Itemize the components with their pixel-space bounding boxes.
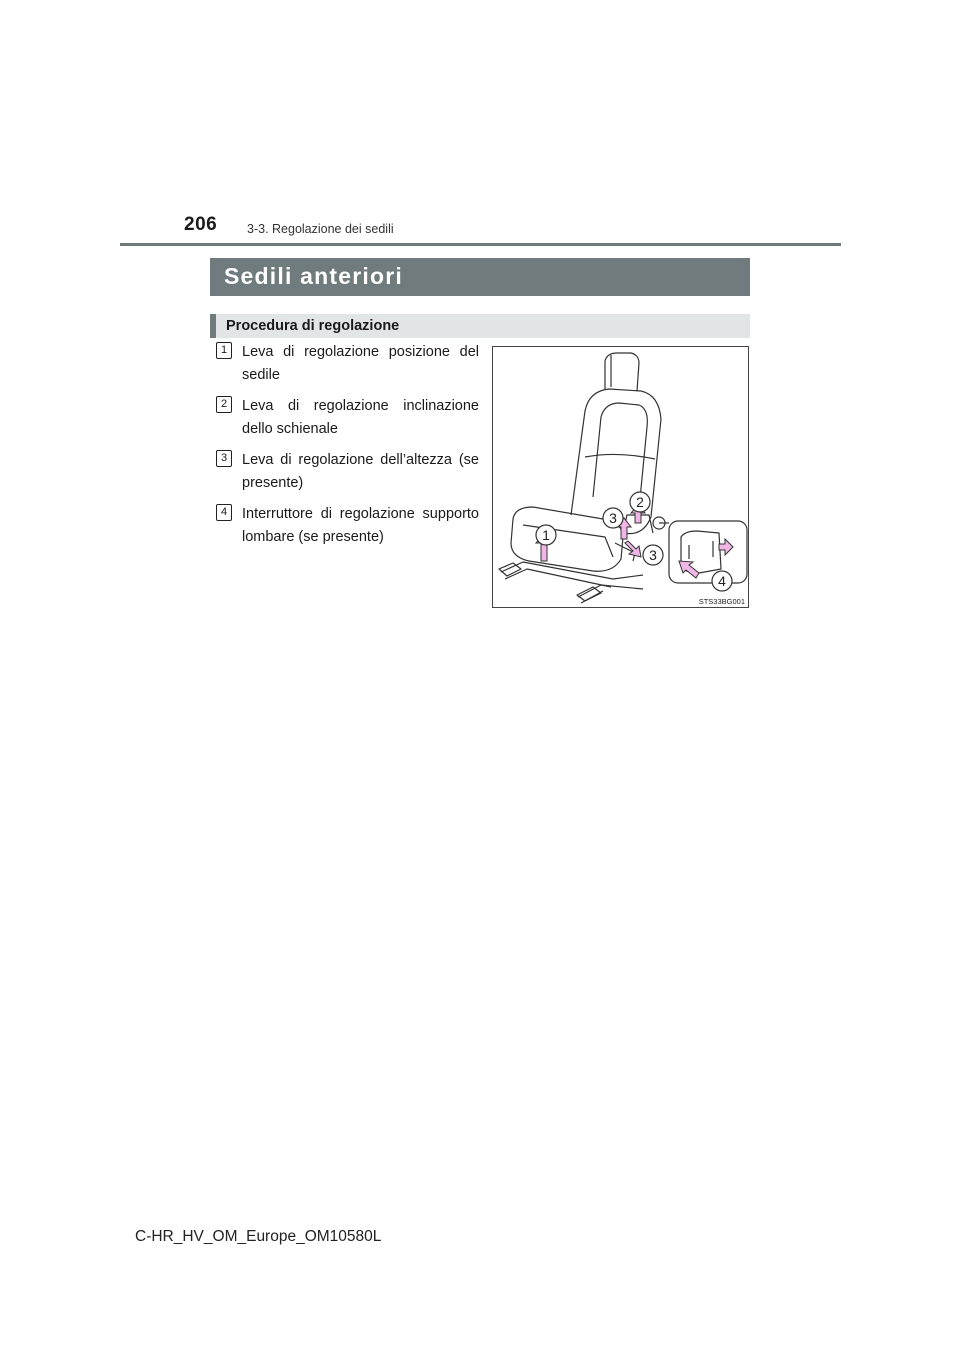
callout-3-upper <box>603 508 623 528</box>
item-text: Leva di regolazione posizione del sedile <box>242 344 479 383</box>
list-item <box>216 395 479 441</box>
callout-1 <box>536 525 556 545</box>
callout-2 <box>630 492 650 512</box>
title-band <box>210 258 750 296</box>
item-number-badge: 1 <box>216 342 232 359</box>
item-number-badge: 2 <box>216 396 232 413</box>
seat-figure <box>492 346 749 608</box>
item-text: Interruttore di regolazione supporto lombare (se presente) <box>242 506 479 545</box>
footer-document-id: C-HR_HV_OM_Europe_OM10580L <box>135 1228 382 1245</box>
subtitle-band <box>210 314 750 338</box>
header-rule <box>120 243 841 246</box>
page-title: Sedili anteriori <box>224 263 403 289</box>
figure-code: STS33BG001 <box>698 597 745 606</box>
item-text: Leva di regolazione inclinazione dello schienale <box>242 398 479 437</box>
list-item <box>216 503 479 549</box>
item-list <box>216 341 479 557</box>
item-number-badge: 4 <box>216 504 232 521</box>
svg-text:4: 4 <box>718 573 726 589</box>
item-text: Leva di regolazione dell’altezza (se presente) <box>242 452 479 491</box>
svg-text:3: 3 <box>649 547 657 563</box>
svg-text:2: 2 <box>636 494 644 510</box>
callout-4 <box>712 571 732 591</box>
list-item <box>216 449 479 495</box>
item-number-badge: 3 <box>216 450 232 467</box>
list-item <box>216 341 479 387</box>
page-number: 206 <box>184 214 218 235</box>
subtitle: Procedura di regolazione <box>226 318 400 334</box>
svg-text:1: 1 <box>542 527 550 543</box>
section-reference: 3-3. Regolazione dei sedili <box>247 222 394 236</box>
subtitle-accent-bar <box>210 314 216 338</box>
callout-3-lower <box>643 545 663 565</box>
svg-text:3: 3 <box>609 510 617 526</box>
seat-illustration <box>493 347 750 609</box>
